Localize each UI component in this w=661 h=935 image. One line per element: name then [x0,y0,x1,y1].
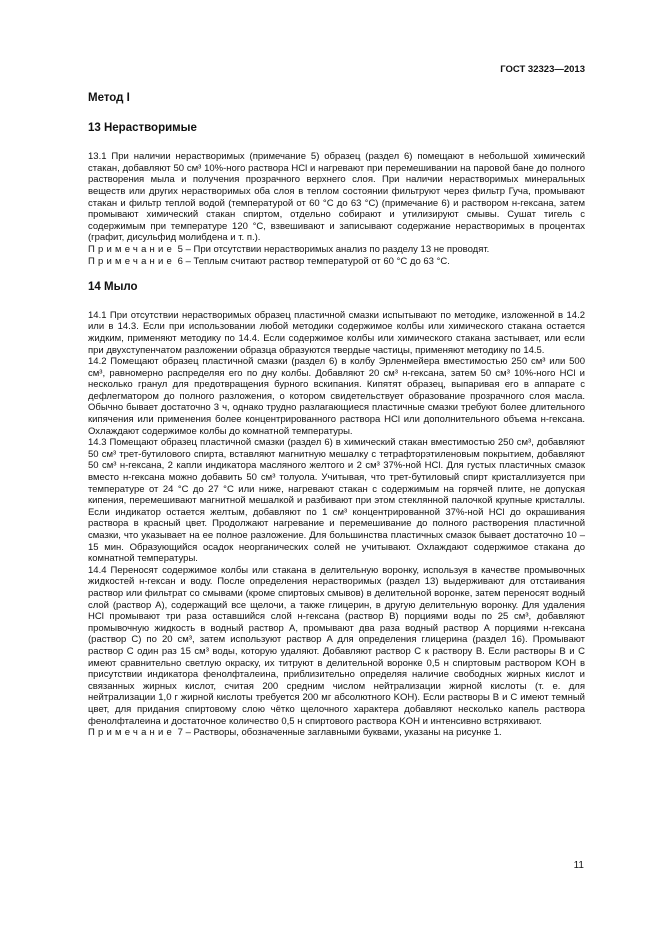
note-5-label: Примечание [88,243,175,255]
note-7-text: 7 – Растворы, обозначенные заглавными буквами, указаны на рисунке 1. [177,727,502,739]
section-14-paragraph-1: 14.1 При отсутствии нерастворимых образец пластичной смазки испытывают по методике, изложенной в 14.2 или в 14.3. Если при использовании любой методики содержимое колбы или химического стакана остается жидким, применяют методику по 14.4. Если содержимое колбы или химического стакана застывает, или если при двухступенчатом разложении образца образуются твердые частицы, применяют методику по 14.5. [88,309,585,356]
section-14-title: 14 Мыло [88,281,138,294]
section-13-paragraph-1: 13.1 При наличии нерастворимых (примечание 5) образец (раздел 6) помещают в небольшой химический стакан, добавляют 50 см³ 10%-ного раствора HCl и нагревают при перемешивании на паровой бане до полного растворения мыла и получения прозрачного верхнего слоя. При наличии нерастворимых минеральных веществ или других нерастворимых оба слоя в теплом состоянии фильтруют через фильтр Гуча, промывают стакан и фильтр теплой водой (температурой от 60 °C до 63 °C) (примечание 6) и раствором н-гексана, затем промывают химический стакан спиртом, отдельно собирают и утилизируют смывы. Сушат тигель с содержимым при температуре 120 °C, взвешивают и записывают содержание нерастворимых в процентах (графит, дисульфид молибдена и т. п.). [88,151,585,244]
note-5 [88,244,585,256]
page-content [88,93,585,739]
section-13-title: 13 Нерастворимые [88,121,197,134]
note-5-text: 5 – При отсутствии нерастворимых анализ по разделу 13 не проводят. [177,243,490,255]
page-number: 11 [573,860,584,871]
section-14-paragraph-3: 14.3 Помещают образец пластичной смазки (раздел 6) в химический стакан вместимостью 250 см³, добавляют 50 см³ трет-бутилового спирта, вставляют магнитную мешалку с тетрафторэтиленовым покрытием, добавляют 50 см³ н-гексана, 2 капли индикатора масляного желтого и 2 см³ 37%-ной HCl. Для густых пластичных смазок вместо н-гексана можно добавить 50 см³ толуола. Учитывая, что трет-бутиловый спирт кристаллизуется при температуре от 24 °C до 27 °C или ниже, нагревают стакан с содержимым на горячей плите, не допуская кипения, перемешивают магнитной мешалкой и разбивают при этом стеклянной палочкой крупные кристаллы. Если индикатор остается желтым, добавляют по 1 см³ концентрированной 37%-ной HCl до окрашивания раствора в красный цвет. Продолжают нагревание и перемешивание до полного растворения пластичной смазки, что указывает на ее полное разложение. Для большинства пластичных смазок бывает достаточно 10 – 15 мин. Образующийся осадок неорганических солей не учитывают. Охлаждают содержимое стакана до комнатной температуры. [88,437,585,565]
note-7-label: Примечание [88,727,175,739]
note-6 [88,256,585,268]
note-6-label: Примечание [88,255,175,267]
section-14-paragraph-4: 14.4 Переносят содержимое колбы или стакана в делительную воронку, используя в качестве промывочных жидкостей н-гексан и воду. После определения нерастворимых (раздел 13) выдерживают для отстаивания раствор или фильтрат со смывами (кроме спиртовых смывов) в делительной воронке, затем переносят водный слой (раствор A), содержащий все щелочи, а также глицерин, в другую делительную воронку. Для удаления HCl промывают три раза оставшийся слой н-гексана (раствор B) порциями воды по 25 см³, добавляют промывочную жидкость в водный раствор A, промывают два раза водный раствор A порциями н-гексана (раствор C) по 20 см³, затем используют раствор A для определения глицерина (раздел 16). Промывают раствор C один раз 15 см³ воды, которую удаляют. Добавляют раствор C к раствору B. Если растворы B и C имеют сравнительно светлую окраску, их титруют в делительной воронке 0,5 н спиртовым раствором KOH в присутствии индикатора фенолфталеина, приблизительно определяя наличие свободных жирных кислот и связанных жирных кислот, считая 200 средним числом нейтрализации жирной кислоты (т. е. для нейтрализации 1,0 г жирной кислоты требуется 200 мг абсолютного KOH). Если растворы B и C имеют темный цвет, для придания спиртовому слою чётко щелочного характера добавляют несколько капель раствора фенолфталеина и достаточное количество 0,5 н спиртового раствора KOH и интенсивно встряхивают. [88,564,585,727]
note-7 [88,727,585,739]
standard-header: ГОСТ 32323—2013 [500,64,585,75]
note-6-text: 6 – Теплым считают раствор температурой от 60 °C до 63 °C. [177,255,450,267]
section-14-paragraph-2: 14.2 Помещают образец пластичной смазки (раздел 6) в колбу Эрленмейера вместимостью 250 см³ или 500 см³, равномерно распределяя его по дну колбы. Добавляют 20 см³ н-гексана, затем 50 см³ 10%-ного HCl и несколько гранул для предотвращения бурного вскипания. Кипятят образец, выпаривая его в аппарате с дефлегматором до полного разложения, о котором свидетельствует образование прозрачного слоя масла. Обычно бывает достаточно 3 ч, однако трудно разлагающиеся пластичные смазки требуют более длительного кипячения или применения более концентрированного раствора HCl или дополнительного объема н-гексана. Охлаждают содержимое колбы до комнатной температуры. [88,356,585,437]
method-title: Метод I [88,92,130,104]
